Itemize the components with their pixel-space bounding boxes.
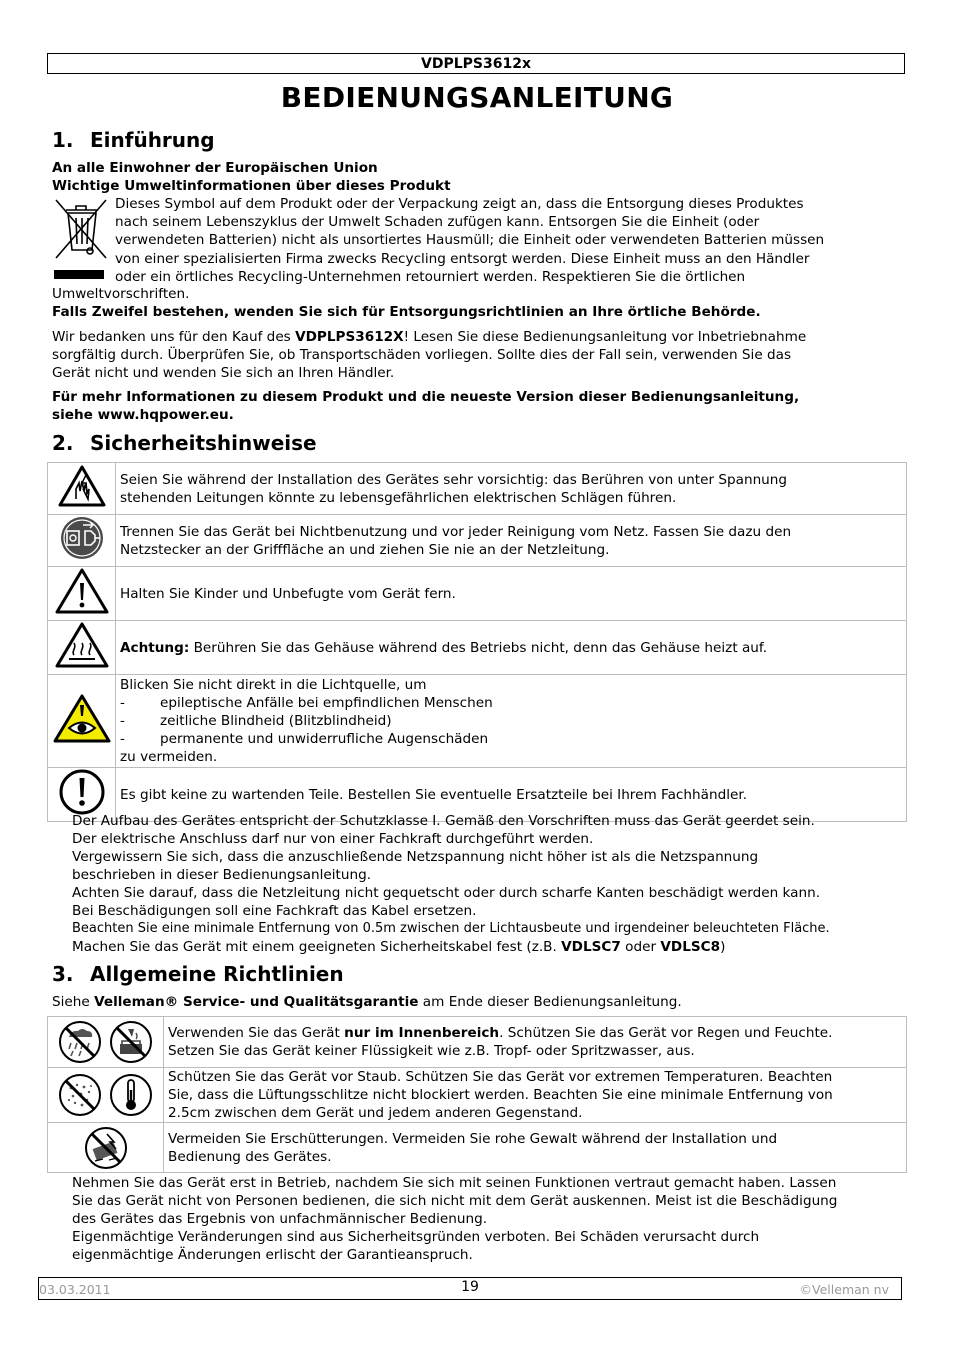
- thanks-line: Gerät nicht und wenden Sie sich an Ihren Händler.: [52, 365, 395, 381]
- weee-line: nach seinem Lebenszyklus der Umwelt Schaden zufügen kann. Entsorgen Sie die Einheit (oder: [115, 214, 760, 230]
- closing-line: Sie das Gerät nicht von Personen bedienen, die sich nicht mit dem Gerät auskennen. Meist ist die Beschädigung: [72, 1193, 838, 1209]
- guideline-line: Setzen Sie das Gerät keiner Flüssigkeit wie z.B. Tropf- oder Spritzwasser, aus.: [168, 1043, 695, 1059]
- table-row: [48, 1017, 907, 1068]
- closing-line: Nehmen Sie das Gerät erst in Betrieb, nachdem Sie sich mit seinen Funktionen vertraut gemacht haben. Lassen: [72, 1175, 837, 1191]
- weee-line: oder ein örtliches Recycling-Unternehmen retourniert werden. Respektieren Sie die örtlichen: [115, 269, 746, 285]
- more-info-line: Für mehr Informationen zu diesem Produkt und die neueste Version dieser Bedienungsanleitung,: [52, 389, 800, 405]
- safety-text-cell: [116, 515, 907, 567]
- text-run: unsortiertes: [343, 233, 422, 248]
- note-line: Achten Sie darauf, dass die Netzleitung nicht gequetscht oder durch scharfe Kanten beschädigt werden kann.: [72, 885, 821, 901]
- thermometer-icon: [108, 1072, 154, 1118]
- weee-bin-icon: [52, 196, 110, 280]
- note-line: Der Aufbau des Gerätes entspricht der Schutzklasse I. Gemäß den Vorschriften muss das Gerät geerdet sein.: [72, 813, 815, 829]
- bullet-dash: -: [120, 713, 125, 729]
- note-line: Vergewissern Sie sich, dass die anzuschließende Netzspannung nicht höher ist als die Netzspannung: [72, 849, 759, 865]
- closing-line: Eigenmächtige Veränderungen sind aus Sicherheitsgründen verboten. Bei Schäden verursacht durch: [72, 1229, 760, 1245]
- section-number: 1.: [52, 128, 74, 152]
- table-row: [48, 463, 907, 515]
- bullet-dash: -: [120, 695, 125, 711]
- text-run: ! Lesen Sie diese Bedienungsanleitung vor Inbetriebnahme: [403, 329, 807, 345]
- document-title: BEDIENUNGSANLEITUNG: [280, 81, 674, 114]
- thanks-paragraph: [52, 328, 902, 382]
- weee-line: Dieses Symbol auf dem Produkt oder der Verpackung zeigt an, dass die Entsorgung dieses Produktes: [115, 196, 804, 212]
- safety-line: Netzstecker an der Grifffläche an und ziehen Sie nie an der Netzleitung.: [120, 541, 610, 558]
- eye-hazard-icon: [52, 693, 112, 745]
- section-title: Sicherheitshinweise: [90, 431, 317, 455]
- thanks-line: [52, 328, 902, 346]
- no-dust-icon: [57, 1072, 103, 1118]
- doubt-note: Falls Zweifel bestehen, wenden Sie sich für Entsorgungsrichtlinien an Ihre örtliche Behörde.: [52, 304, 761, 320]
- guideline-line: Vermeiden Sie Erschütterungen. Vermeiden Sie rohe Gewalt während der Installation und: [168, 1130, 778, 1147]
- safety-table: [47, 462, 907, 822]
- electrical-notes: [72, 812, 902, 956]
- table-row: [48, 621, 907, 675]
- note-line: beschrieben in dieser Bedienungsanleitung.: [72, 867, 372, 883]
- safety-text-cell: [116, 463, 907, 515]
- text-run: . Schützen Sie das Gerät vor Regen und Feuchte.: [499, 1025, 833, 1041]
- section-3-heading: [52, 962, 344, 986]
- text-run: oder: [620, 939, 661, 955]
- list-item: [120, 712, 902, 730]
- guideline-text-cell: [164, 1068, 907, 1123]
- model-name: VDPLPS3612X: [295, 329, 404, 345]
- text-run: am Ende dieser Bedienungsanleitung.: [418, 994, 682, 1010]
- guideline-line: 2.5cm zwischen dem Gerät und jedem anderen Gegenstand.: [168, 1105, 583, 1121]
- section-number: 3.: [52, 962, 74, 986]
- weee-line: von einer spezialisierten Firma zwecks Recycling entsorgt werden. Diese Einheit muss an den Händler: [115, 251, 810, 267]
- text-run: Machen Sie das Gerät mit einem geeigneten Sicherheitskabel fest (z.B.: [72, 939, 562, 955]
- more-info: [52, 388, 902, 424]
- weee-line: [115, 231, 905, 250]
- part-number: VDLSC7: [561, 939, 621, 955]
- table-row: [48, 675, 907, 768]
- note-line: Der elektrische Anschluss darf nur von einer Fachkraft durchgeführt werden.: [72, 831, 594, 847]
- text-run: Hausmüll; die Einheit oder verwendeten Batterien müssen: [421, 232, 825, 248]
- list-item: [120, 730, 902, 748]
- note-line: [72, 938, 902, 956]
- env-heading: Wichtige Umweltinformationen über dieses Produkt: [52, 178, 451, 194]
- list-item-text: zeitliche Blindheid (Blitzblindheid): [160, 713, 392, 729]
- closing-notes: [72, 1174, 902, 1264]
- electric-shock-hand-icon: [56, 463, 108, 509]
- safety-line: Seien Sie während der Installation des Gerätes sehr vorsichtig: das Berühren von unter Spannung: [120, 471, 788, 488]
- section-title: Allgemeine Richtlinien: [90, 962, 344, 986]
- section-2-heading: [52, 431, 317, 455]
- table-row: [48, 567, 907, 621]
- service-reference: [52, 993, 902, 1011]
- info-exclamation-circle-icon: [58, 768, 106, 816]
- text-run: Verwenden Sie das Gerät: [168, 1025, 345, 1041]
- section-1-heading: [52, 128, 215, 152]
- attention-label: Achtung:: [120, 639, 190, 656]
- safety-line: zu vermeiden.: [120, 749, 218, 765]
- guideline-line: [168, 1024, 902, 1042]
- page-number: 19: [461, 1279, 479, 1295]
- warranty-reference: Velleman® Service- und Qualitätsgarantie: [94, 994, 419, 1010]
- guideline-line: Bedienung des Gerätes.: [168, 1148, 332, 1165]
- icon-cell: [48, 1123, 164, 1173]
- footer-copyright: ©Velleman nv: [799, 1282, 889, 1297]
- page-footer: [38, 1277, 902, 1300]
- text-run: verwendeten Batterien) nicht als: [115, 232, 344, 248]
- section-number: 2.: [52, 431, 74, 455]
- text-run: Wir bedanken uns für den Kauf des: [52, 329, 296, 345]
- footer-date: 03.03.2011: [39, 1282, 111, 1297]
- general-guidelines-table: [47, 1016, 907, 1173]
- table-row: [48, 1068, 907, 1123]
- safety-text-cell: [116, 621, 907, 675]
- icon-cell: [48, 675, 116, 768]
- safety-text-cell: [116, 675, 907, 768]
- thanks-line: sorgfältig durch. Überprüfen Sie, ob Transportschäden vorliegen. Sollte dies der Fall sein, verwenden Sie das: [52, 347, 792, 363]
- icon-cell: [48, 1068, 164, 1123]
- warning-exclamation-icon: [54, 567, 110, 615]
- no-shock-icon: [83, 1125, 129, 1171]
- hot-surface-icon: [54, 621, 110, 669]
- closing-line: des Gerätes das Ergebnis von unfachmännischer Bedienung.: [72, 1211, 488, 1227]
- icon-cell: [48, 463, 116, 515]
- model-header: VDPLPS3612x: [47, 53, 905, 74]
- list-item-text: epileptische Anfälle bei empfindlichen Menschen: [160, 695, 493, 711]
- note-line: Beachten Sie eine minimale Entfernung von 0.5m zwischen der Lichtausbeute und irgendeiner beleuchteten Fläche.: [72, 921, 830, 936]
- table-row: [48, 1123, 907, 1173]
- unplug-icon: [59, 515, 105, 561]
- guideline-text-cell: [164, 1123, 907, 1173]
- note-line: Bei Beschädigungen soll eine Fachkraft das Kabel ersetzen.: [72, 903, 477, 919]
- no-liquid-icon: [108, 1019, 154, 1065]
- safety-line: Blicken Sie nicht direkt in die Lichtquelle, um: [120, 677, 427, 693]
- guideline-text-cell: [164, 1017, 907, 1068]
- bullet-dash: -: [120, 731, 125, 747]
- icon-cell: [48, 621, 116, 675]
- safety-line: Trennen Sie das Gerät bei Nichtbenutzung und vor jeder Reinigung vom Netz. Fassen Sie dazu den: [120, 523, 792, 540]
- icon-cell: [48, 567, 116, 621]
- text-run: ): [720, 939, 726, 955]
- list-item: [120, 694, 902, 712]
- section-title: Einführung: [90, 128, 215, 152]
- guideline-line: Sie, dass die Lüftungsschlitze nicht blockiert werden. Beachten Sie eine minimale Entfernung von: [168, 1087, 833, 1103]
- icon-cell: [48, 1017, 164, 1068]
- text-run: Siehe: [52, 994, 95, 1010]
- safety-text-cell: Halten Sie Kinder und Unbefugte vom Gerät fern.: [116, 567, 907, 621]
- weee-text: [115, 195, 905, 286]
- safety-line: stehenden Leitungen könnte zu lebensgefährlichen elektrischen Schlägen führen.: [120, 489, 677, 506]
- eu-heading: An alle Einwohner der Europäischen Union: [52, 160, 378, 176]
- more-info-line: siehe www.hqpower.eu.: [52, 407, 234, 423]
- weee-line-last: Umweltvorschriften.: [52, 286, 190, 302]
- part-number: VDLSC8: [660, 939, 721, 955]
- closing-line: eigenmächtige Änderungen erlischt der Garantieanspruch.: [72, 1247, 473, 1263]
- text-run: Berühren Sie das Gehäuse während des Betriebs nicht, denn das Gehäuse heizt auf.: [189, 639, 768, 656]
- indoor-only-note: nur im Innenbereich: [344, 1025, 500, 1041]
- table-row: [48, 515, 907, 567]
- guideline-line: Schützen Sie das Gerät vor Staub. Schützen Sie das Gerät vor extremen Temperaturen. Beachten: [168, 1069, 833, 1085]
- list-item-text: permanente und unwiderrufliche Augenschäden: [160, 731, 489, 747]
- icon-cell: [48, 515, 116, 567]
- safety-text-cell: Es gibt keine zu wartenden Teile. Bestellen Sie eventuelle Ersatzteile bei Ihrem Fachhändler.: [116, 768, 907, 822]
- no-rain-icon: [57, 1019, 103, 1065]
